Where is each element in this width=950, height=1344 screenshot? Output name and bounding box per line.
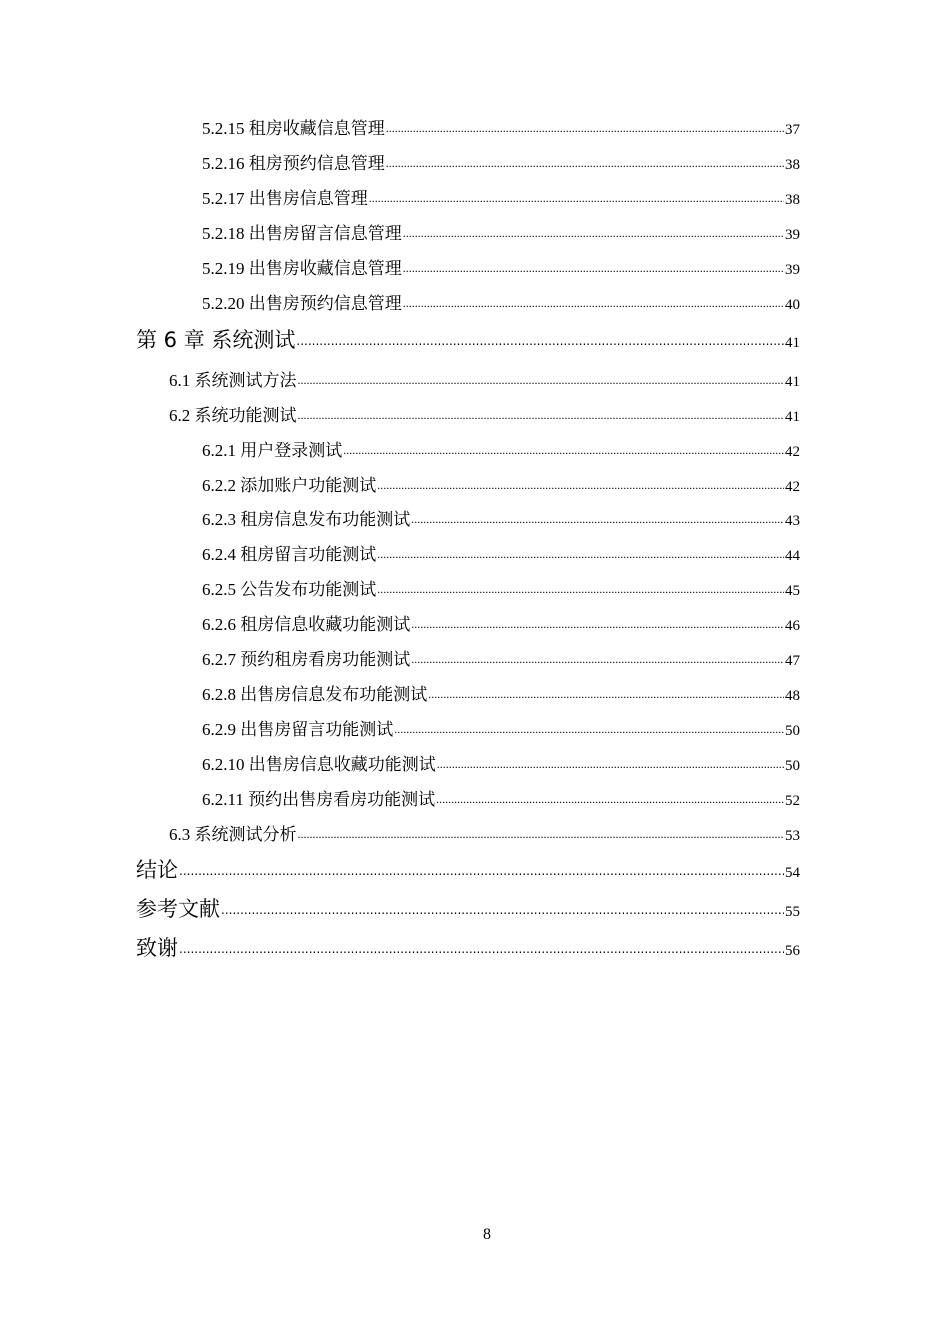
toc-entry-label: 6.2.2 添加账户功能测试 <box>202 476 377 495</box>
toc-entry-page: 43 <box>785 513 800 529</box>
toc-entry-label: 参考文献 <box>136 897 220 921</box>
toc-entry-label: 6.2.1 用户登录测试 <box>202 441 343 460</box>
dot-leader <box>343 439 784 456</box>
toc-entry[interactable] <box>0 575 800 600</box>
toc-entry[interactable] <box>0 680 800 705</box>
toc-entry-page: 37 <box>785 122 800 138</box>
dot-leader <box>377 578 784 595</box>
toc-entry-page: 50 <box>785 758 800 774</box>
toc-entry-label: 5.2.16 租房预约信息管理 <box>202 154 385 173</box>
toc-entry[interactable] <box>0 785 800 810</box>
toc-entry-label: 致谢 <box>136 936 178 960</box>
toc-entry[interactable] <box>0 219 800 244</box>
toc-entry-page: 42 <box>785 479 800 495</box>
toc-entry-page: 41 <box>785 374 800 390</box>
toc-entry-label: 6.2.9 出售房留言功能测试 <box>202 720 394 739</box>
toc-entry[interactable] <box>0 254 800 279</box>
toc-entry[interactable] <box>0 645 800 670</box>
dot-leader <box>411 508 784 525</box>
dot-leader <box>377 543 784 560</box>
dot-leader <box>428 683 784 700</box>
dot-leader <box>377 474 784 491</box>
toc-entry-page: 38 <box>785 157 800 173</box>
dot-leader <box>403 292 784 309</box>
toc-entry-page: 47 <box>785 653 800 669</box>
dot-leader <box>403 222 784 239</box>
dot-leader <box>411 648 784 665</box>
toc-entry-page: 53 <box>785 828 800 844</box>
toc-entry-chapter[interactable] <box>0 854 800 884</box>
dot-leader <box>386 152 784 169</box>
toc-entry-label: 6.2.6 租房信息收藏功能测试 <box>202 615 411 634</box>
dot-leader <box>179 934 784 955</box>
toc-entry-page: 41 <box>785 409 800 425</box>
toc-entry-page: 48 <box>785 688 800 704</box>
toc-entry-page: 54 <box>785 865 800 881</box>
toc-entry-label: 第 6 章 系统测试 <box>136 328 296 352</box>
toc-entry[interactable] <box>0 401 800 426</box>
dot-leader <box>369 187 784 204</box>
toc-entry-label: 6.2.11 预约出售房看房功能测试 <box>202 790 436 809</box>
toc-entry[interactable] <box>0 366 800 391</box>
toc-entry-label: 6.2.4 租房留言功能测试 <box>202 545 377 564</box>
toc-entry-label: 6.1 系统测试方法 <box>169 371 297 390</box>
dot-leader <box>403 257 784 274</box>
toc-entry-chapter[interactable] <box>0 932 800 962</box>
toc-entry-page: 41 <box>785 335 800 351</box>
toc-entry-page: 39 <box>785 227 800 243</box>
toc-entry[interactable] <box>0 471 800 496</box>
toc-entry-label: 5.2.15 租房收藏信息管理 <box>202 119 385 138</box>
dot-leader <box>179 856 784 877</box>
toc-entry-page: 39 <box>785 262 800 278</box>
dot-leader <box>221 895 784 916</box>
toc-entry[interactable] <box>0 715 800 740</box>
toc-entry[interactable] <box>0 114 800 139</box>
toc-entry[interactable] <box>0 184 800 209</box>
toc-entry-label: 5.2.20 出售房预约信息管理 <box>202 294 402 313</box>
toc-entry-page: 50 <box>785 723 800 739</box>
toc-entry-page: 44 <box>785 548 800 564</box>
toc-entry[interactable] <box>0 610 800 635</box>
dot-leader <box>436 788 784 805</box>
dot-leader <box>411 613 784 630</box>
toc-entry-label: 6.2.5 公告发布功能测试 <box>202 580 377 599</box>
toc-entry-page: 38 <box>785 192 800 208</box>
toc-entry-page: 46 <box>785 618 800 634</box>
toc-entry-page: 45 <box>785 583 800 599</box>
dot-leader <box>298 369 785 386</box>
toc-entry[interactable] <box>0 436 800 461</box>
toc-entry-chapter[interactable] <box>0 893 800 923</box>
toc-entry-page: 42 <box>785 444 800 460</box>
toc-entry[interactable] <box>0 289 800 314</box>
toc-entry[interactable] <box>0 540 800 565</box>
dot-leader <box>298 823 785 840</box>
toc-entry-page: 55 <box>785 904 800 920</box>
dot-leader <box>394 718 784 735</box>
toc-entry-label: 6.2 系统功能测试 <box>169 406 297 425</box>
toc-entry-label: 6.2.10 出售房信息收藏功能测试 <box>202 755 436 774</box>
toc-entry-label: 6.2.7 预约租房看房功能测试 <box>202 650 411 669</box>
toc-entry-page: 40 <box>785 297 800 313</box>
dot-leader <box>437 753 784 770</box>
toc-entry-label: 5.2.19 出售房收藏信息管理 <box>202 259 402 278</box>
dot-leader <box>298 404 785 421</box>
toc-entry[interactable] <box>0 149 800 174</box>
toc-entry-label: 5.2.18 出售房留言信息管理 <box>202 224 402 243</box>
toc-entry-label: 结论 <box>136 858 178 882</box>
dot-leader <box>296 326 784 347</box>
toc-entry[interactable] <box>0 820 800 845</box>
toc-entry-label: 6.2.8 出售房信息发布功能测试 <box>202 685 428 704</box>
toc-entry-label: 6.2.3 租房信息发布功能测试 <box>202 510 411 529</box>
toc-entry-label: 5.2.17 出售房信息管理 <box>202 189 368 208</box>
toc-entry-label: 6.3 系统测试分析 <box>169 825 297 844</box>
toc-entry-chapter[interactable] <box>0 324 800 354</box>
dot-leader <box>386 117 784 134</box>
toc-entry[interactable] <box>0 505 800 530</box>
toc-entry-page: 56 <box>785 943 800 959</box>
toc-entry[interactable] <box>0 750 800 775</box>
toc-entry-page: 52 <box>785 793 800 809</box>
page-number: 8 <box>483 1226 491 1243</box>
